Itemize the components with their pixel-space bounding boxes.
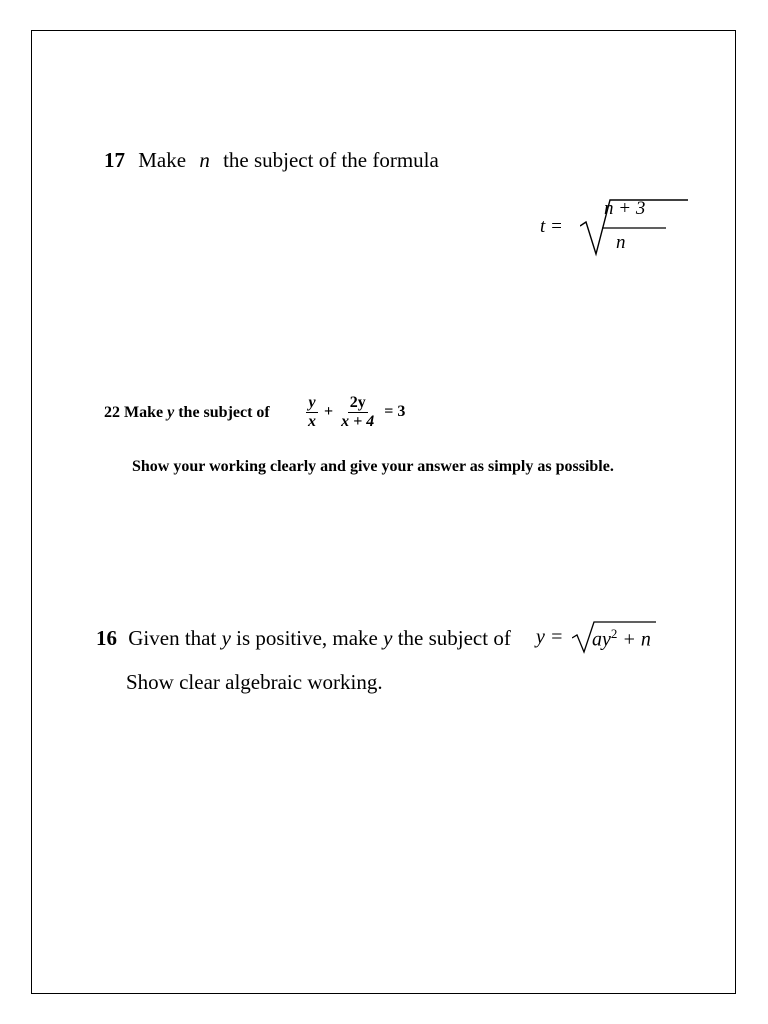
formula-16 (536, 620, 660, 654)
fraction-2-numerator: 2y (349, 394, 366, 411)
question-number: 16 (96, 626, 117, 650)
question-number: 17 (104, 148, 125, 172)
formula-17 (540, 196, 660, 258)
formula-rhs: = 3 (384, 402, 406, 420)
fraction-1 (306, 394, 318, 430)
question-text-before: Make (138, 148, 187, 172)
question-22-instruction: Show your working clearly and give your answer as simply as possible. (132, 458, 614, 475)
radicand-exponent: 2 (610, 626, 618, 641)
formula-denominator: n (616, 232, 626, 253)
radicand-rest: + n (622, 628, 651, 651)
question-text-after: the subject of the formula (223, 148, 439, 172)
question-variable: y (167, 404, 175, 421)
radicand-base: ay (592, 628, 611, 651)
formula-numerator: n + 3 (604, 198, 646, 219)
question-text-before: Make (124, 404, 164, 421)
formula-lhs: y = (536, 626, 564, 648)
plus-sign: + (324, 402, 334, 420)
question-text-1: Given that (128, 626, 217, 650)
question-22 (104, 404, 270, 422)
question-16-instruction: Show clear algebraic working. (126, 670, 383, 694)
question-text-after: the subject of (178, 404, 270, 421)
formula-radicand (592, 626, 651, 652)
fraction-2-denominator: x + 4 (341, 412, 375, 430)
formula-lhs: t = (540, 216, 563, 237)
fraction-2 (339, 394, 376, 430)
question-16 (96, 626, 511, 651)
question-text-3: the subject of (397, 626, 511, 650)
question-variable-1: y (221, 626, 231, 650)
page-border (31, 30, 736, 994)
question-number: 22 (104, 404, 120, 421)
formula-22 (306, 394, 405, 430)
question-17 (104, 148, 439, 173)
question-variable: n (199, 148, 210, 172)
question-variable-2: y (383, 626, 393, 650)
fraction-1-numerator: y (308, 394, 316, 411)
question-text-2: is positive, make (236, 626, 378, 650)
fraction-1-denominator: x (308, 412, 316, 430)
